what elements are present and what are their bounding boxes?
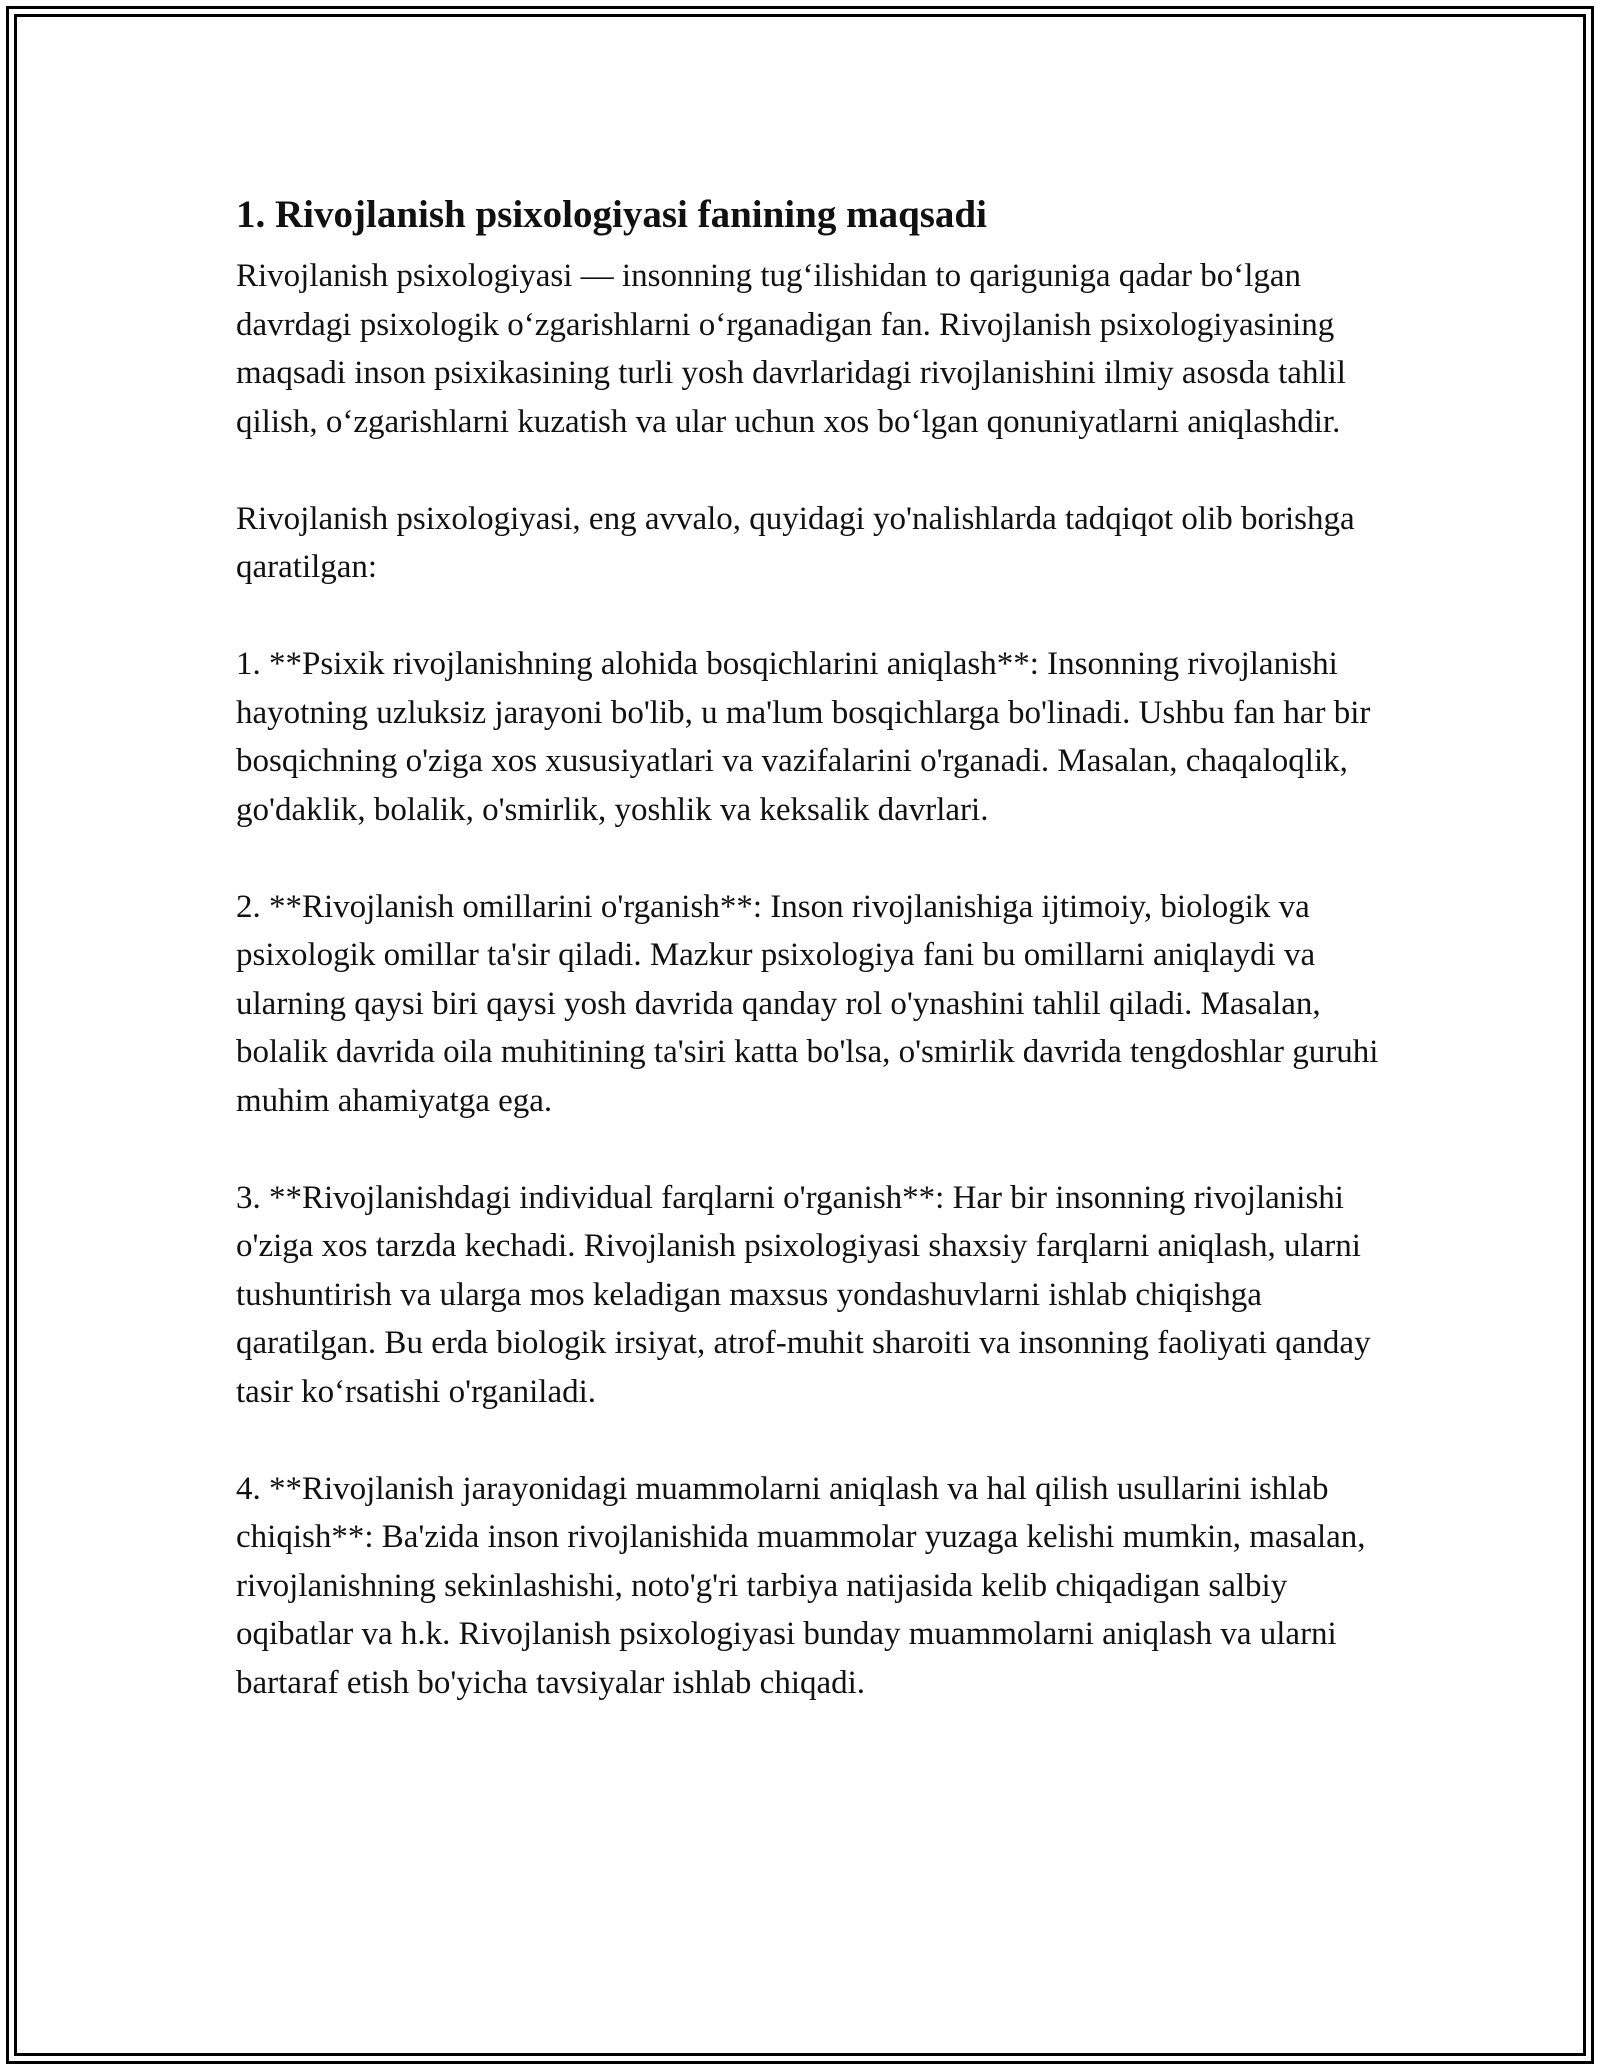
lead-paragraph: Rivojlanish psixologiyasi, eng avvalo, quyidagi yo'nalishlarda tadqiqot olib borishga qaratilgan: — [236, 500, 1355, 585]
list-item-number: 2. — [236, 888, 269, 925]
list-item-number: 3. — [236, 1179, 269, 1216]
list-item-number: 4. — [236, 1470, 269, 1507]
list-item-body: : Insonning rivojlanishi hayotning uzluksiz jarayoni bo'lib, u ma'lum bosqichlarga bo'linadi. Ushbu fan har bir bosqichning o'ziga xos xususiyatlari va vazifalarini o'rganadi. Masalan, chaqaloqlik, go'daklik, bolalik, o'smirlik, yoshlik va keksalik davrlari. — [236, 646, 1371, 828]
list-item-2 — [236, 883, 1386, 1126]
list-item-body: : Inson rivojlanishiga ijtimoiy, biologik va psixologik omillar ta'sir qiladi. Mazkur psixologiya fani bu omillarni aniqlaydi va ularning qaysi biri qaysi yosh davrida qanday rol o'ynashini tahlil qiladi. Masalan, bolalik davrida oila muhitining ta'siri katta bo'lsa, o'smirlik davrida tengdoshlar guruhi muhim ahamiyatga ega. — [236, 888, 1379, 1119]
list-item-title: **Psixik rivojlanishning alohida bosqichlarini aniqlash** — [269, 646, 1030, 682]
list-item-title: **Rivojlanish jarayonidagi muammolarni aniqlash va hal qilish usullarini ishlab chiqish** — [236, 1470, 1329, 1555]
list-item-1 — [236, 640, 1386, 834]
list-item-3 — [236, 1174, 1386, 1417]
list-item-number: 1. — [236, 646, 269, 682]
list-item-title: **Rivojlanish omillarini o'rganish** — [269, 888, 753, 925]
document-body — [236, 186, 1386, 1756]
list-item-body: : Ba'zida inson rivojlanishida muammolar yuzaga kelishi mumkin, masalan, rivojlanishning sekinlashishi, noto'g'ri tarbiya natijasida kelib chiqadigan salbiy oqibatlar va h.k. Rivojlanish psixologiyasi bunday muammolarni aniqlash va ularni bartaraf etish bo'yicha tavsiyalar ishlab chiqadi. — [236, 1519, 1366, 1701]
list-item-body: : Har bir insonning rivojlanishi o'ziga xos tarzda kechadi. Rivojlanish psixologiyasi shaxsiy farqlarni aniqlash, ularni tushuntirish va ularga mos keladigan maxsus yondashuvlarni ishlab chiqishga qaratilgan. Bu erda biologik irsiyat, atrof-muhit sharoiti va insonning faoliyati qanday tasir ko‘rsatishi o'rganiladi. — [236, 1179, 1371, 1410]
list-item-4 — [236, 1465, 1386, 1708]
document-title: 1. Rivojlanish psixologiyasi fanining maqsadi — [236, 193, 987, 236]
list-item-title: **Rivojlanishdagi individual farqlarni o'rganish** — [269, 1179, 936, 1216]
intro-paragraph: Rivojlanish psixologiyasi — insonning tug‘ilishidan to qariguniga qadar bo‘lgan davrdagi psixologik o‘zgarishlarni o‘rganadigan fan. Rivojlanish psixologiyasining maqsadi inson psixikasining turli yosh davrlaridagi rivojlanishini ilmiy asosda tahlil qilish, o‘zgarishlarni kuzatish va ular uchun xos bo‘lgan qonuniyatlarni aniqlashdir. — [236, 258, 1346, 440]
